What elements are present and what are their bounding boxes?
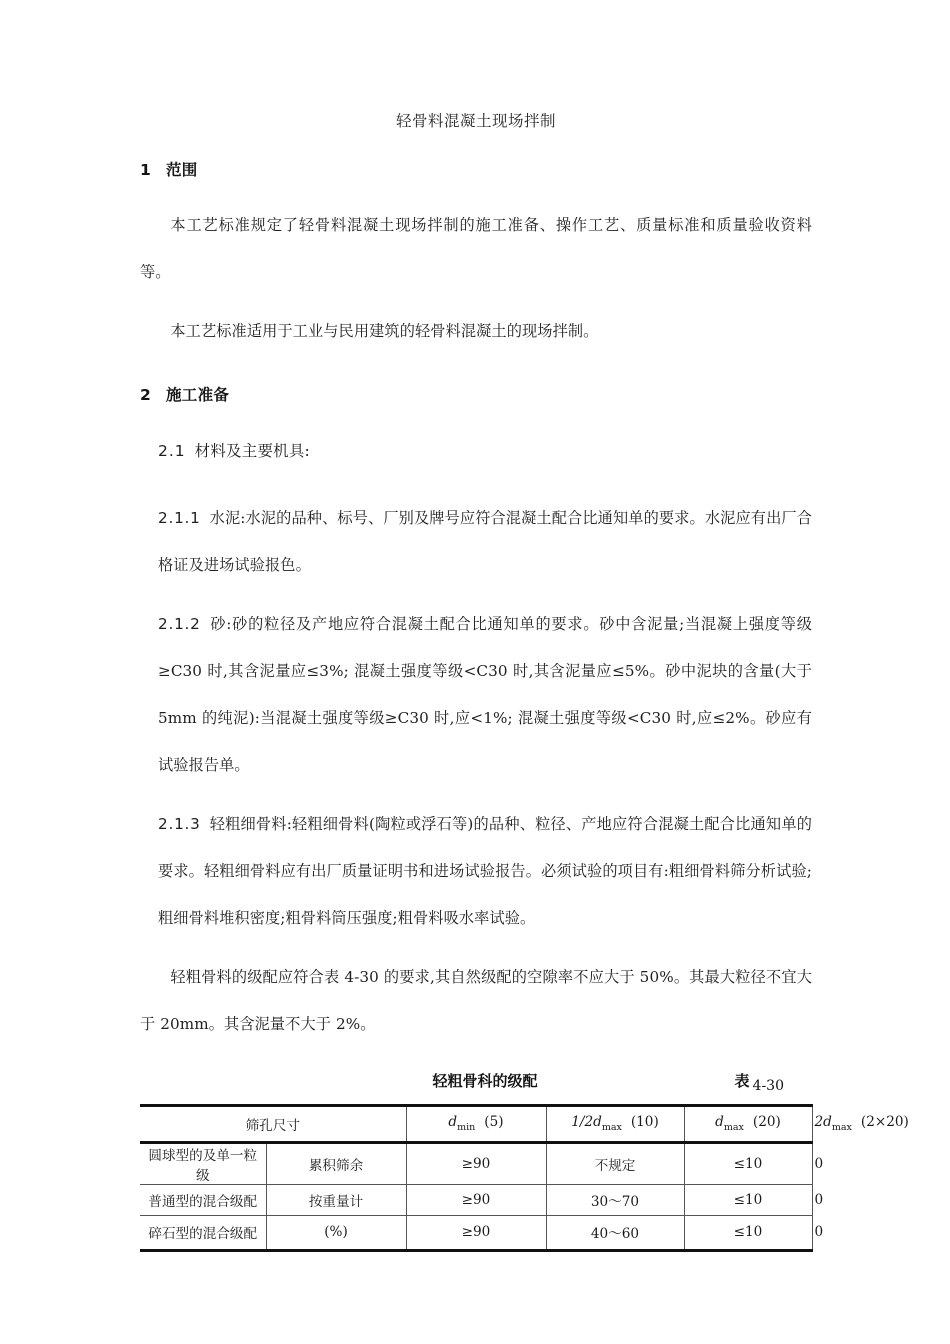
table-header-sieve-size: 筛孔尺寸 xyxy=(140,1105,406,1142)
subsection-heading-2-1 xyxy=(140,439,812,461)
clause-number-2-1-2: 2.1.2 xyxy=(158,614,201,633)
table-header-col-4-paren: (2×20) xyxy=(860,1114,909,1130)
table-cell-value: 30～70 xyxy=(546,1184,684,1215)
table-cell-value: ≤10 xyxy=(684,1184,812,1215)
table-cell-value: ≤10 xyxy=(684,1215,812,1250)
page-title: 轻骨料混凝土现场拌制 xyxy=(395,112,556,130)
table-header-col-2-paren: (10) xyxy=(630,1114,659,1130)
clause-2-1-3 xyxy=(140,801,812,942)
table-header-col-1-paren: (5) xyxy=(484,1114,504,1130)
table-number-label: 表 xyxy=(734,1071,750,1090)
paragraph-scope-1: 本工艺标准规定了轻骨料混凝土现场拌制的施工准备、操作工艺、质量标准和质量验收资料等。 xyxy=(140,215,812,281)
paragraph-grading-requirement: 轻粗骨料的级配应符合表 4-30 的要求,其自然级配的空隙率不应大于 50%。其最大粒径不宜大于 20mm。其含泥量不大于 2%。 xyxy=(140,967,812,1033)
table-row: 普通型的混合级配 按重量计 ≥90 30～70 ≤10 0 xyxy=(140,1184,812,1215)
section-number-1: 1 xyxy=(140,160,152,179)
table-cell-measure: 累积筛余 xyxy=(266,1142,406,1184)
clause-2-1-2 xyxy=(140,601,812,789)
table-number-value: 4-30 xyxy=(752,1077,784,1094)
table-cell-measure: 按重量计 xyxy=(266,1184,406,1215)
clause-number-2-1-3: 2.1.3 xyxy=(158,814,201,833)
table-cell-value: ≥90 xyxy=(406,1142,546,1184)
table-cell-type: 普通型的混合级配 xyxy=(140,1184,266,1215)
table-header-col-2-symbol: 1/2d xyxy=(571,1114,602,1130)
table-header-col-1 xyxy=(406,1105,546,1142)
table-cell-type: 碎石型的混合级配 xyxy=(140,1215,266,1250)
table-cell-value: 40～60 xyxy=(546,1215,684,1250)
grading-table xyxy=(140,1104,909,1252)
table-cell-value: ≤10 xyxy=(684,1142,812,1184)
table-cell-type: 圆球型的及单一粒级 xyxy=(140,1142,266,1184)
table-header-col-3 xyxy=(684,1105,812,1142)
table-cell-measure: (%) xyxy=(266,1215,406,1250)
document-content xyxy=(140,0,909,1252)
table-caption: 轻粗骨科的级配 xyxy=(432,1071,538,1090)
paragraph-scope-2: 本工艺标准适用于工业与民用建筑的轻骨料混凝土的现场拌制。 xyxy=(170,321,599,340)
table-header-col-3-paren: (20) xyxy=(752,1114,781,1130)
table-header-col-1-symbol: d xyxy=(448,1114,458,1130)
section-number-2: 2 xyxy=(140,385,152,404)
table-cell-value: 不规定 xyxy=(546,1142,684,1184)
table-header-col-1-subscript: min xyxy=(457,1122,476,1133)
table-cell-value: ≥90 xyxy=(406,1184,546,1215)
section-title-2: 施工准备 xyxy=(166,385,230,404)
table-header-col-3-subscript: max xyxy=(723,1122,744,1133)
subsection-number-2-1: 2.1 xyxy=(158,441,186,460)
clause-text-2-1-2: 砂:砂的粒径及产地应符合混凝土配合比通知单的要求。砂中含泥量;当混凝上强度等级≥C30 时,其含泥量应≤3%; 混凝土强度等级<C30 时,其含泥量应≤5%。砂中泥块的含量(大于 5mm 的纯泥):当混凝土强度等级≥C30 时,应<1%; 混凝土强度等级<C30 时,应≤2%。砂应有试验报告单。 xyxy=(158,614,812,774)
table-caption-row xyxy=(140,1070,812,1104)
table-row: 圆球型的及单一粒级 累积筛余 ≥90 不规定 ≤10 0 xyxy=(140,1142,812,1184)
table-header-row xyxy=(140,1105,812,1142)
clause-text-2-1-3: 轻粗细骨料:轻粗细骨料(陶粒或浮石等)的品种、粒径、产地应符合混凝土配合比通知单的要求。轻粗细骨料应有出厂质量证明书和进场试验报告。必须试验的项目有:粗细骨料筛分析试验;粗细骨料堆积密度;粗骨料筒压强度;粗骨料吸水率试验。 xyxy=(158,814,812,927)
clause-text-2-1-1: 水泥:水泥的品种、标号、厂别及牌号应符合混凝土配合比通知单的要求。水泥应有出厂合格证及进场试验报色。 xyxy=(158,508,812,574)
clause-2-1-1 xyxy=(140,495,812,589)
table-header-col-2-subscript: max xyxy=(601,1122,622,1133)
table-header-col-4-subscript: max xyxy=(831,1122,852,1133)
table-row: 碎石型的混合级配 (%) ≥90 40～60 ≤10 0 xyxy=(140,1215,812,1250)
clause-number-2-1-1: 2.1.1 xyxy=(158,508,201,527)
section-heading-1 xyxy=(140,158,812,180)
table-header-col-3-symbol: d xyxy=(715,1114,724,1130)
subsection-title-2-1: 材料及主要机具: xyxy=(194,441,310,460)
table-cell-value: ≥90 xyxy=(406,1215,546,1250)
table-header-col-2 xyxy=(546,1105,684,1142)
section-title-1: 范围 xyxy=(166,160,198,179)
table-number xyxy=(735,1070,784,1094)
section-heading-2 xyxy=(140,383,812,405)
table-header-col-4-symbol: 2d xyxy=(814,1114,832,1130)
